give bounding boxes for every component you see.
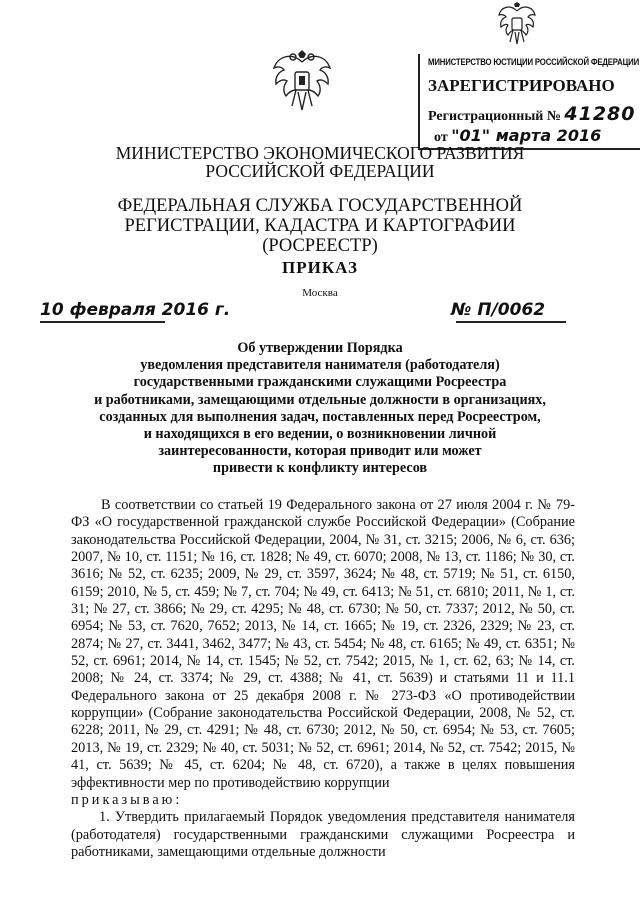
service-name	[0, 196, 640, 256]
stamp-date-prefix: от	[434, 130, 448, 145]
stamp-emblem	[496, 2, 538, 50]
coat-of-arms-emblem	[270, 48, 334, 120]
title-line: уведомления представителя нанимателя (работодателя)	[140, 357, 500, 374]
title-line: и находящихся в его ведении, о возникновении личной	[143, 426, 497, 443]
title-line: заинтересованности, которая приводит или может	[158, 443, 482, 460]
service-line-2: РЕГИСТРАЦИИ, КАДАСТРА И КАРТОГРАФИИ	[124, 216, 516, 236]
title-line: созданных для выполнения задач, поставленных перед Росреестром,	[99, 408, 541, 425]
stamp-ministry: МИНИСТЕРСТВО ЮСТИЦИИ РОССИЙСКОЙ ФЕДЕРАЦИИ	[428, 57, 640, 68]
document-city: Москва	[302, 287, 338, 299]
ministry-name	[0, 144, 640, 180]
stamp-date-value: "01" марта 2016	[451, 126, 602, 145]
document-body	[71, 497, 575, 861]
order-word: приказываю:	[71, 791, 183, 808]
document-number: № П/0062	[451, 300, 546, 320]
title-line: государственными гражданскими служащими Росреестра	[133, 374, 507, 391]
stamp-reg-label: Регистрационный №	[428, 109, 561, 124]
stamp-reg-number: 41280	[564, 103, 636, 125]
number-underline	[456, 321, 566, 323]
body-paragraph-1: В соответствии со статьей 19 Федерального закона от 27 июля 2004 г. № 79-ФЗ «О государственной гражданской службе Российской Федерации» (Собрание законодательства Российской Федерации, 2004, № 31, ст. 3215; 2006, № 6, ст. 636; 2007, № 10, ст. 1151; № 16, ст. 1828; № 49, ст. 6070; 2008, № 13, ст. 1186; № 30, ст. 3616; № 52, ст. 6235; 2009, № 29, ст. 3597, 3624; № 48, ст. 5719; № 51, ст. 6150, 6159; 2010, № 5, ст. 459; № 7, ст. 704; № 49, ст. 6413; № 51, ст. 6810; 2011, № 1, ст. 31; № 27, ст. 3866; № 29, ст. 4295; № 48, ст. 6730; № 50, ст. 7337; 2012, № 50, ст. 6954; № 53, ст. 7620, 7652; 2013, № 14, ст. 1665; № 19, ст. 2326, 2329; № 23, ст. 2874; № 27, ст. 3441, 3462, 3477; № 43, ст. 5454; № 48, ст. 6165; № 49, ст. 6351; № 52, ст. 6961; 2014, № 14, ст. 1545; № 52, ст. 7542; 2015, № 1, ст. 62, 63; № 14, ст. 2008; № 24, ст. 3374; № 29, ст. 4388; № 41, ст. 5639) и статьями 11 и 11.1 Федерального закона от 25 декабря 2008 г. № 273-ФЗ «О противодействии коррупции» (Собрание законодательства Российской Федерации, 2008, № 52, ст. 6228; 2011, № 29, ст. 4291; № 48, ст. 6730; 2012, № 50, ст. 6954; № 53, ст. 7605; 2013, № 19, ст. 2329; № 40, ст. 5031; № 52, ст. 6961; 2014, № 52, ст. 7542; 2015, № 41, ст. 5639; № 45, ст. 6204; № 48, ст. 6720), а также в целях повышения эффективности мер по противодействию коррупции	[71, 497, 575, 791]
service-line-3: (РОСРЕЕСТР)	[262, 236, 378, 256]
title-line: и работниками, замещающими отдельные должности в организациях,	[94, 391, 546, 408]
ministry-line-2: РОССИЙСКОЙ ФЕДЕРАЦИИ	[205, 161, 435, 181]
stamp-border-left	[418, 54, 420, 149]
stamp-reg-number-row	[428, 103, 636, 125]
ministry-line-1: МИНИСТЕРСТВО ЭКОНОМИЧЕСКОГО РАЗВИТИЯ	[115, 143, 525, 163]
title-line: Об утверждении Порядка	[237, 340, 403, 356]
body-paragraph-2: 1. Утвердить прилагаемый Порядок уведомления представителя нанимателя (работодателя) государственными гражданскими служащими Росреестра и работниками, замещающими отдельные должности	[71, 809, 575, 860]
document-date: 10 февраля 2016 г.	[40, 300, 231, 320]
registration-stamp	[418, 2, 640, 154]
service-line-1: ФЕДЕРАЛЬНАЯ СЛУЖБА ГОСУДАРСТВЕННОЙ	[117, 196, 523, 216]
document-title	[0, 340, 640, 478]
date-underline	[40, 321, 165, 323]
title-line: привести к конфликту интересов	[212, 460, 428, 477]
document-type: ПРИКАЗ	[282, 258, 358, 277]
stamp-status: ЗАРЕГИСТРИРОВАНО	[428, 76, 615, 95]
